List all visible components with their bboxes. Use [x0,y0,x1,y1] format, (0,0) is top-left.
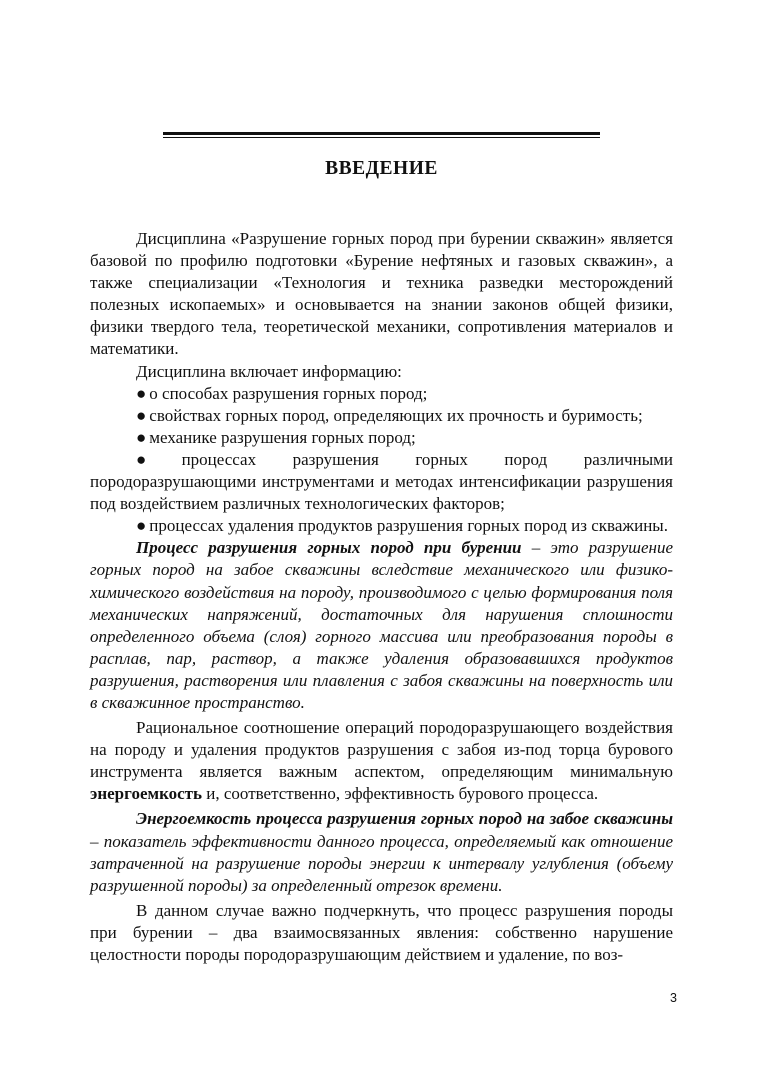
bullet-icon: ● [136,516,147,536]
bullet-item [90,427,673,449]
definition-energy-intensity [90,808,673,896]
definition-term: Процесс разрушения горных пород при бурении [136,538,522,558]
bullet-icon: ● [136,383,147,403]
bullet-item [90,383,673,405]
bullet-text: процессах разрушения горных пород различными породоразрушающими инструментами и методах интенсификации разрушения под воздействием различных технологических факторов; [90,449,673,514]
definition-text: – показатель эффективности данного процесса, определяемый как отношение затраченной на разрушение породы энергии к интервалу углубления (объему разрушенной породы) за определенный отрезок времени. [90,831,673,895]
body-text [90,228,673,966]
page-title: ВВЕДЕНИЕ [325,158,438,179]
top-rule-thin [163,137,600,138]
bullet-item [90,449,673,515]
definition-term: Энергоемкость процесса разрушения горных пород на забое скважины [136,809,673,829]
closing-paragraph: В данном случае важно подчеркнуть, что процесс разрушения породы при бурении – два взаимосвязанных явления: собственно нарушение целостности породы породоразрушающим действием и удаление, по воз- [90,900,673,964]
top-rule [163,132,600,135]
energy-term-bold: энергоемкость [90,784,203,804]
includes-paragraph: Дисциплина включает информацию: [136,361,402,381]
bullet-icon: ● [136,449,179,469]
bullet-text: свойствах горных пород, определяющих их прочность и буримость; [149,405,643,425]
page-number: 3 [670,991,677,1005]
intro-paragraph: Дисциплина «Разрушение горных пород при бурении скважин» является базовой по профилю подготовки «Бурение нефтяных и газовых скважин», а также специализации «Технология и техника разведки месторождений полезных ископаемых» и основывается на знании законов общей физики, физики твердого тела, теоретической механики, сопротивления материалов и математики. [90,229,673,359]
bullet-item [90,405,673,427]
rational-paragraph [90,717,673,805]
paragraph-text: Рациональное соотношение операций породоразрушающего воздействия на породу и удаления продуктов разрушения с забоя из-под торца бурового инструмента является важным аспектом, определяющим минимальную [90,718,673,782]
bullet-icon: ● [136,405,147,425]
bullet-item [90,515,673,537]
bullet-icon: ● [136,427,147,447]
definition-drilling-process [90,537,673,714]
bullet-text: процессах удаления продуктов разрушения горных пород из скважины. [149,516,668,536]
bullet-text: о способах разрушения горных пород; [149,383,428,403]
bullet-text: механике разрушения горных пород; [149,427,416,447]
paragraph-text: и, соответственно, эффективность бурового процесса. [202,784,599,804]
definition-text: – это разрушение горных пород на забое скважины вследствие механического или физико-химического воздействия на породу, производимого с целью формирования поля механических напряжений, достаточных для нарушения сплошности определенного объема (слоя) горного массива или преобразования породы в расплав, пар, раствор, а также удаления образовавшихся продуктов разрушения, растворения или плавления с забоя скважины на поверхность или в скважинное пространство. [90,538,673,712]
